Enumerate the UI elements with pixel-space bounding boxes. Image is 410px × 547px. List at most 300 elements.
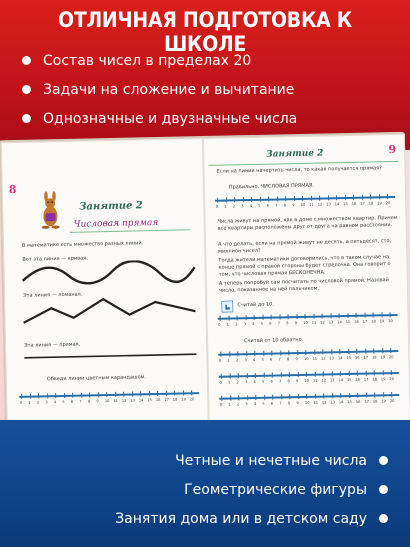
number-line-label: 7 (79, 399, 82, 404)
intro-text: В математике есть множество разных линий. (21, 240, 144, 249)
number-line-label: 8 (87, 399, 91, 404)
number-line-tick (328, 195, 329, 200)
number-line-tick (373, 312, 374, 317)
number-line-label: 10 (304, 400, 310, 405)
number-line-label: 17 (360, 201, 365, 206)
number-line-label: 7 (277, 321, 281, 326)
number-line-label: 12 (317, 202, 323, 207)
number-line-tick (72, 393, 73, 398)
number-line-label: 5 (258, 203, 261, 208)
number-line-label: 12 (320, 320, 325, 325)
number-line-tick (331, 371, 332, 376)
number-line-tick (345, 195, 346, 200)
number-line-tick (296, 314, 297, 319)
feature-item (0, 104, 410, 133)
number-line-tick (383, 392, 384, 397)
number-line-tick (260, 197, 261, 202)
number-line-label: 8 (287, 379, 290, 384)
number-line-tick (314, 372, 315, 377)
number-line-tick (348, 349, 349, 354)
number-line-label: 7 (279, 401, 282, 406)
number-line-label: 15 (346, 355, 352, 361)
number-line-label: 16 (351, 201, 357, 206)
number-line-label: 15 (347, 399, 352, 405)
number-line-tick (157, 391, 158, 396)
number-line-label: 14 (138, 398, 144, 403)
number-line-label: 20 (388, 319, 393, 324)
number-line-tick (149, 391, 150, 396)
number-line-label: 17 (164, 397, 169, 402)
right-page (203, 134, 410, 440)
feature-text: Занятия дома или в детском саду (115, 510, 367, 527)
number-line-label: 1 (28, 400, 31, 405)
number-line-label: 19 (379, 319, 385, 324)
number-line-label: 9 (295, 357, 298, 362)
number-line-label: 20 (385, 201, 391, 206)
number-line-tick (340, 371, 341, 376)
bullet-icon (22, 56, 31, 65)
number-line-tick (339, 349, 340, 354)
number-line-label: 11 (309, 202, 314, 207)
number-line-tick (246, 373, 247, 378)
number-line-tick (381, 312, 382, 317)
number-line-label: 6 (270, 401, 274, 406)
number-line-tick (277, 196, 278, 201)
number-line-label: 11 (113, 398, 118, 403)
feature-item (0, 46, 410, 75)
number-line-label: 16 (354, 355, 360, 360)
number-line (218, 347, 398, 367)
number-line-tick (288, 314, 289, 319)
number-line-label: 14 (337, 320, 342, 325)
number-line-label: 4 (253, 379, 256, 385)
number-line-tick (349, 393, 350, 398)
number-line-label: 4 (252, 321, 255, 327)
number-line-tick (98, 392, 99, 397)
number-line-tick (331, 349, 332, 354)
number-line-tick (255, 395, 256, 400)
number-line-tick (365, 349, 366, 354)
number-line-label: 6 (70, 399, 74, 404)
number-line-tick (132, 392, 133, 397)
number-line-tick (237, 351, 238, 356)
feature-text: Четные и нечетные числа (175, 452, 367, 469)
number-line-tick (374, 370, 375, 375)
story-text: Числа живут на прямой, как в доме с множеством квартир. Причем все квартиры расположены друг от друга на равном расстоянии. (217, 214, 398, 232)
feature-text: Однозначные и двузначные числа (43, 110, 298, 127)
number-line-label: 12 (321, 378, 327, 383)
count-forward-text: Считай до 10. (237, 301, 274, 309)
number-line-tick (228, 316, 229, 321)
number-line-tick (353, 195, 354, 200)
number-line-label: 14 (338, 400, 344, 405)
number-line-tick (220, 352, 221, 357)
number-line-tick (271, 315, 272, 320)
number-line-label: 1 (226, 322, 230, 327)
number-line-tick (279, 314, 280, 319)
number-line-tick (362, 195, 363, 200)
number-line-label: 17 (363, 355, 369, 360)
number-line-tick (30, 394, 31, 399)
page-number: 9 (388, 142, 397, 157)
number-line-tick (336, 195, 337, 200)
number-line-label: 13 (328, 320, 334, 325)
task-text: Обведи линии цветным карандашом. (46, 374, 147, 383)
number-line-tick (166, 391, 167, 396)
number-line-tick (174, 391, 175, 396)
feature-text: Геометрические фигуры (184, 481, 367, 498)
number-line-tick (55, 393, 56, 398)
number-line-label: 19 (380, 355, 386, 360)
number-line-tick (315, 394, 316, 399)
number-line-tick (229, 351, 230, 356)
number-line-label: 3 (245, 402, 248, 407)
number-line-tick (323, 372, 324, 377)
number-line-label: 8 (286, 357, 290, 362)
feature-text: Задачи на сложение и вычитание (43, 81, 295, 98)
number-line (218, 311, 398, 331)
number-line-label: 4 (53, 400, 57, 405)
number-line-tick (247, 395, 248, 400)
number-line (215, 193, 395, 213)
count-back-text: Считай от 10 обратно. (244, 336, 304, 345)
number-line-label: 3 (243, 322, 247, 327)
number-line-label: 12 (121, 398, 127, 403)
number-line-label: 10 (300, 202, 306, 207)
number-line-label: 3 (241, 204, 244, 209)
number-line-tick (297, 350, 298, 355)
number-line-tick (305, 350, 306, 355)
number-line-label: 17 (362, 319, 368, 324)
number-line-tick (294, 196, 295, 201)
number-line-tick (272, 395, 273, 400)
number-line-tick (280, 350, 281, 355)
number-line-label: 14 (338, 378, 344, 383)
number-line-label: 11 (311, 320, 317, 325)
number-line-tick (379, 194, 380, 199)
number-line-label: 20 (389, 377, 395, 382)
number-line-tick (263, 351, 264, 356)
number-line-tick (391, 392, 392, 397)
number-line-tick (238, 373, 239, 378)
number-line-label: 6 (266, 203, 270, 208)
number-line-label: 15 (147, 398, 152, 403)
number-line-label: 1 (228, 402, 231, 407)
number-line-label: 2 (235, 358, 239, 363)
number-line-label: 19 (381, 399, 386, 404)
number-line-tick (313, 314, 314, 319)
number-line-tick (245, 315, 246, 320)
number-line-tick (382, 348, 383, 353)
number-line-tick (220, 316, 221, 321)
number-line-tick (340, 393, 341, 398)
number-line-label: 2 (36, 400, 40, 405)
number-line-label: 10 (303, 356, 309, 361)
number-line-label: 13 (329, 356, 335, 361)
number-line-tick (221, 374, 222, 379)
number-line-label: 9 (295, 379, 299, 384)
number-line-label: 19 (380, 377, 386, 382)
number-line-label: 7 (278, 357, 281, 362)
number-line-label: 10 (303, 320, 308, 325)
number-line-label: 8 (287, 401, 291, 406)
number-line-label: 13 (329, 378, 335, 383)
number-line-label: 9 (294, 321, 298, 326)
lesson-subject: Числовая прямая (73, 217, 159, 230)
number-line-tick (322, 314, 323, 319)
number-line-label: 17 (363, 377, 369, 382)
bullet-icon (379, 514, 388, 523)
left-page (1, 138, 209, 444)
number-line-tick (289, 372, 290, 377)
number-line-label: 6 (270, 379, 273, 384)
number-line-label: 20 (388, 355, 394, 360)
number-line-label: 18 (172, 397, 178, 402)
number-line-tick (271, 351, 272, 356)
number-line-tick (21, 394, 22, 399)
number-line-tick (356, 349, 357, 354)
number-line-tick (254, 315, 255, 320)
number-line-label: 2 (232, 204, 236, 209)
number-line-tick (115, 392, 116, 397)
bullet-icon (22, 114, 31, 123)
number-line-tick (391, 370, 392, 375)
number-line-label: 6 (269, 357, 273, 362)
number-line-label: 4 (249, 203, 253, 209)
banner-title: ОТЛИЧНАЯ ПОДГОТОВКА К ШКОЛЕ (58, 8, 352, 56)
number-line-label: 5 (261, 357, 264, 362)
number-line-label: 7 (278, 379, 282, 384)
number-line-label: 14 (334, 202, 340, 207)
number-line-tick (191, 390, 192, 395)
number-line-label: 0 (219, 380, 222, 385)
number-line-label: 18 (372, 399, 378, 404)
number-line-tick (382, 370, 383, 375)
number-line-label: 0 (19, 400, 23, 405)
story-text: Тогда жители математики договорились, что в таком случае на конце прямой с правой стороны будет стрелочка. Она говорит о том, что числовая прямая БЕСКОНЕЧНА. (218, 254, 391, 278)
number-line-label: 18 (372, 377, 378, 382)
number-line-label: 20 (389, 399, 395, 404)
number-line-tick (289, 394, 290, 399)
question-text: А что делать, если на прямой живут не десять, а пятьдесят, сто, миллион чисел? (217, 238, 392, 255)
number-line-tick (268, 197, 269, 202)
page-number: 8 (8, 182, 17, 197)
number-line-label: 13 (130, 398, 135, 403)
number-line-label: 4 (252, 357, 256, 363)
number-line-tick (272, 373, 273, 378)
top-feature-list (0, 46, 410, 133)
number-line-label: 1 (227, 380, 231, 385)
number-line-tick (298, 394, 299, 399)
number-line-label: 5 (261, 379, 265, 384)
number-line-tick (370, 195, 371, 200)
number-line-tick (322, 350, 323, 355)
number-line-label: 2 (236, 380, 239, 385)
bottom-banner (0, 420, 410, 547)
number-line-label: 18 (371, 319, 376, 324)
number-line-tick (387, 194, 388, 199)
bottom-feature-list (0, 446, 410, 533)
bullet-icon (379, 485, 388, 494)
number-line-tick (263, 373, 264, 378)
bullet-icon (22, 85, 31, 94)
title-underline (70, 229, 190, 233)
number-line-tick (280, 372, 281, 377)
number-line-label: 4 (253, 401, 257, 407)
lesson-title: Занятие 2 (266, 148, 324, 160)
number-line-label: 8 (286, 321, 289, 326)
number-line-tick (64, 393, 65, 398)
number-line-label: 18 (368, 201, 374, 206)
number-line-tick (262, 315, 263, 320)
number-line-tick (123, 392, 124, 397)
polyline-label: Эта линия — ломаная. (23, 291, 83, 299)
number-line-tick (302, 196, 303, 201)
number-line-tick (339, 313, 340, 318)
number-line-label: 16 (354, 319, 359, 324)
number-line-label: 1 (224, 204, 227, 209)
number-line-tick (106, 392, 107, 397)
number-line-tick (390, 348, 391, 353)
kangaroo-mascot-icon (35, 190, 66, 231)
number-line-tick (356, 313, 357, 318)
curve-label: Вот эта линия — кривая. (22, 255, 88, 263)
number-line-tick (221, 396, 222, 401)
feature-item (0, 504, 410, 533)
number-line-label: 5 (262, 401, 265, 406)
straight-line-label: Эта линия — прямая. (24, 341, 81, 349)
number-line-tick (347, 313, 348, 318)
number-line-tick (357, 371, 358, 376)
number-line-tick (47, 393, 48, 398)
number-line-label: 8 (283, 203, 287, 208)
number-line-tick (374, 392, 375, 397)
number-line-tick (373, 348, 374, 353)
number-line-label: 11 (313, 400, 319, 405)
number-line-tick (365, 371, 366, 376)
number-line-tick (319, 196, 320, 201)
number-line-label: 9 (96, 399, 99, 404)
number-line-label: 2 (236, 402, 240, 407)
number-line-label: 10 (304, 378, 310, 383)
number-line-tick (255, 373, 256, 378)
number-line-tick (229, 373, 230, 378)
number-line-tick (38, 393, 39, 398)
number-line-label: 0 (215, 204, 219, 209)
number-line-tick (89, 392, 90, 397)
number-line-label: 1 (227, 358, 230, 363)
number-line-tick (366, 393, 367, 398)
lesson-title: Занятие 2 (79, 200, 143, 213)
number-line-label: 5 (62, 399, 65, 405)
wavy-line (20, 259, 197, 289)
number-line-label: 3 (244, 380, 248, 385)
answer-text: Правильно, ЧИСЛОВАЯ ПРЯМАЯ. (228, 182, 315, 191)
feature-item (0, 475, 410, 504)
number-line-tick (323, 394, 324, 399)
number-line-tick (364, 313, 365, 318)
bullet-icon (379, 456, 388, 465)
number-line-tick (297, 372, 298, 377)
number-line-tick (251, 197, 252, 202)
number-line-label: 0 (218, 322, 221, 327)
top-banner (0, 0, 410, 150)
number-line-tick (238, 395, 239, 400)
number-line-label: 16 (155, 397, 161, 403)
number-line-tick (357, 393, 358, 398)
number-line-label: 12 (320, 356, 326, 361)
number-line-tick (314, 350, 315, 355)
number-line-tick (288, 350, 289, 355)
number-line-label: 20 (189, 397, 195, 402)
number-line-tick (330, 313, 331, 318)
number-line-label: 16 (355, 399, 361, 404)
number-line-tick (306, 394, 307, 399)
number-line-tick (285, 196, 286, 201)
number-line (219, 391, 399, 411)
number-line-label: 19 (181, 397, 186, 402)
number-line-tick (243, 197, 244, 202)
number-line-label: 15 (343, 201, 348, 207)
number-line-label: 0 (218, 358, 222, 363)
number-line-tick (305, 314, 306, 319)
feature-item (0, 446, 410, 475)
number-line-label: 10 (104, 399, 110, 404)
number-line-tick (237, 315, 238, 320)
number-line-tick (390, 312, 391, 317)
zigzag-line (21, 293, 198, 331)
number-line-label: 2 (235, 322, 238, 327)
open-workbook (0, 132, 410, 448)
number-line-tick (348, 371, 349, 376)
number-line-tick (281, 394, 282, 399)
number-line-label: 6 (269, 321, 272, 326)
number-line-label: 0 (219, 402, 223, 407)
number-line-label: 7 (275, 203, 278, 208)
number-line-label: 9 (296, 401, 299, 406)
number-line-tick (183, 390, 184, 395)
feature-item (0, 75, 410, 104)
number-line-tick (254, 351, 255, 356)
number-line-tick (81, 393, 82, 398)
number-line-label: 9 (292, 203, 295, 208)
number-line-tick (332, 393, 333, 398)
number-line-label: 11 (312, 356, 318, 361)
number-line-tick (234, 197, 235, 202)
question-text: Если на линии начертить числа, то какая получается прямая? (216, 165, 382, 175)
number-line-label: 17 (364, 399, 369, 404)
number-line-tick (230, 395, 231, 400)
number-line-label: 13 (326, 202, 331, 207)
hand-pointer-icon (221, 300, 233, 312)
number-line-label: 18 (371, 355, 377, 360)
number-line-label: 19 (377, 201, 382, 206)
number-line-label: 15 (345, 319, 351, 325)
number-line-label: 11 (312, 378, 318, 383)
number-line-label: 3 (244, 358, 247, 363)
number-line-tick (264, 395, 265, 400)
number-line-label: 14 (337, 356, 343, 361)
number-line-tick (311, 196, 312, 201)
number-line-label: 12 (321, 400, 327, 405)
number-line-tick (226, 198, 227, 203)
number-line-label: 16 (355, 377, 361, 382)
number-line-label: 5 (260, 321, 264, 326)
number-line-tick (140, 391, 141, 396)
feature-text: Состав чисел в пределах 20 (43, 52, 252, 69)
task-text: А теперь попробуй сам посчитать по числовой прямой. Назовай число, показанное на ней пальчиком. (218, 277, 390, 294)
number-line-label: 15 (346, 377, 352, 383)
